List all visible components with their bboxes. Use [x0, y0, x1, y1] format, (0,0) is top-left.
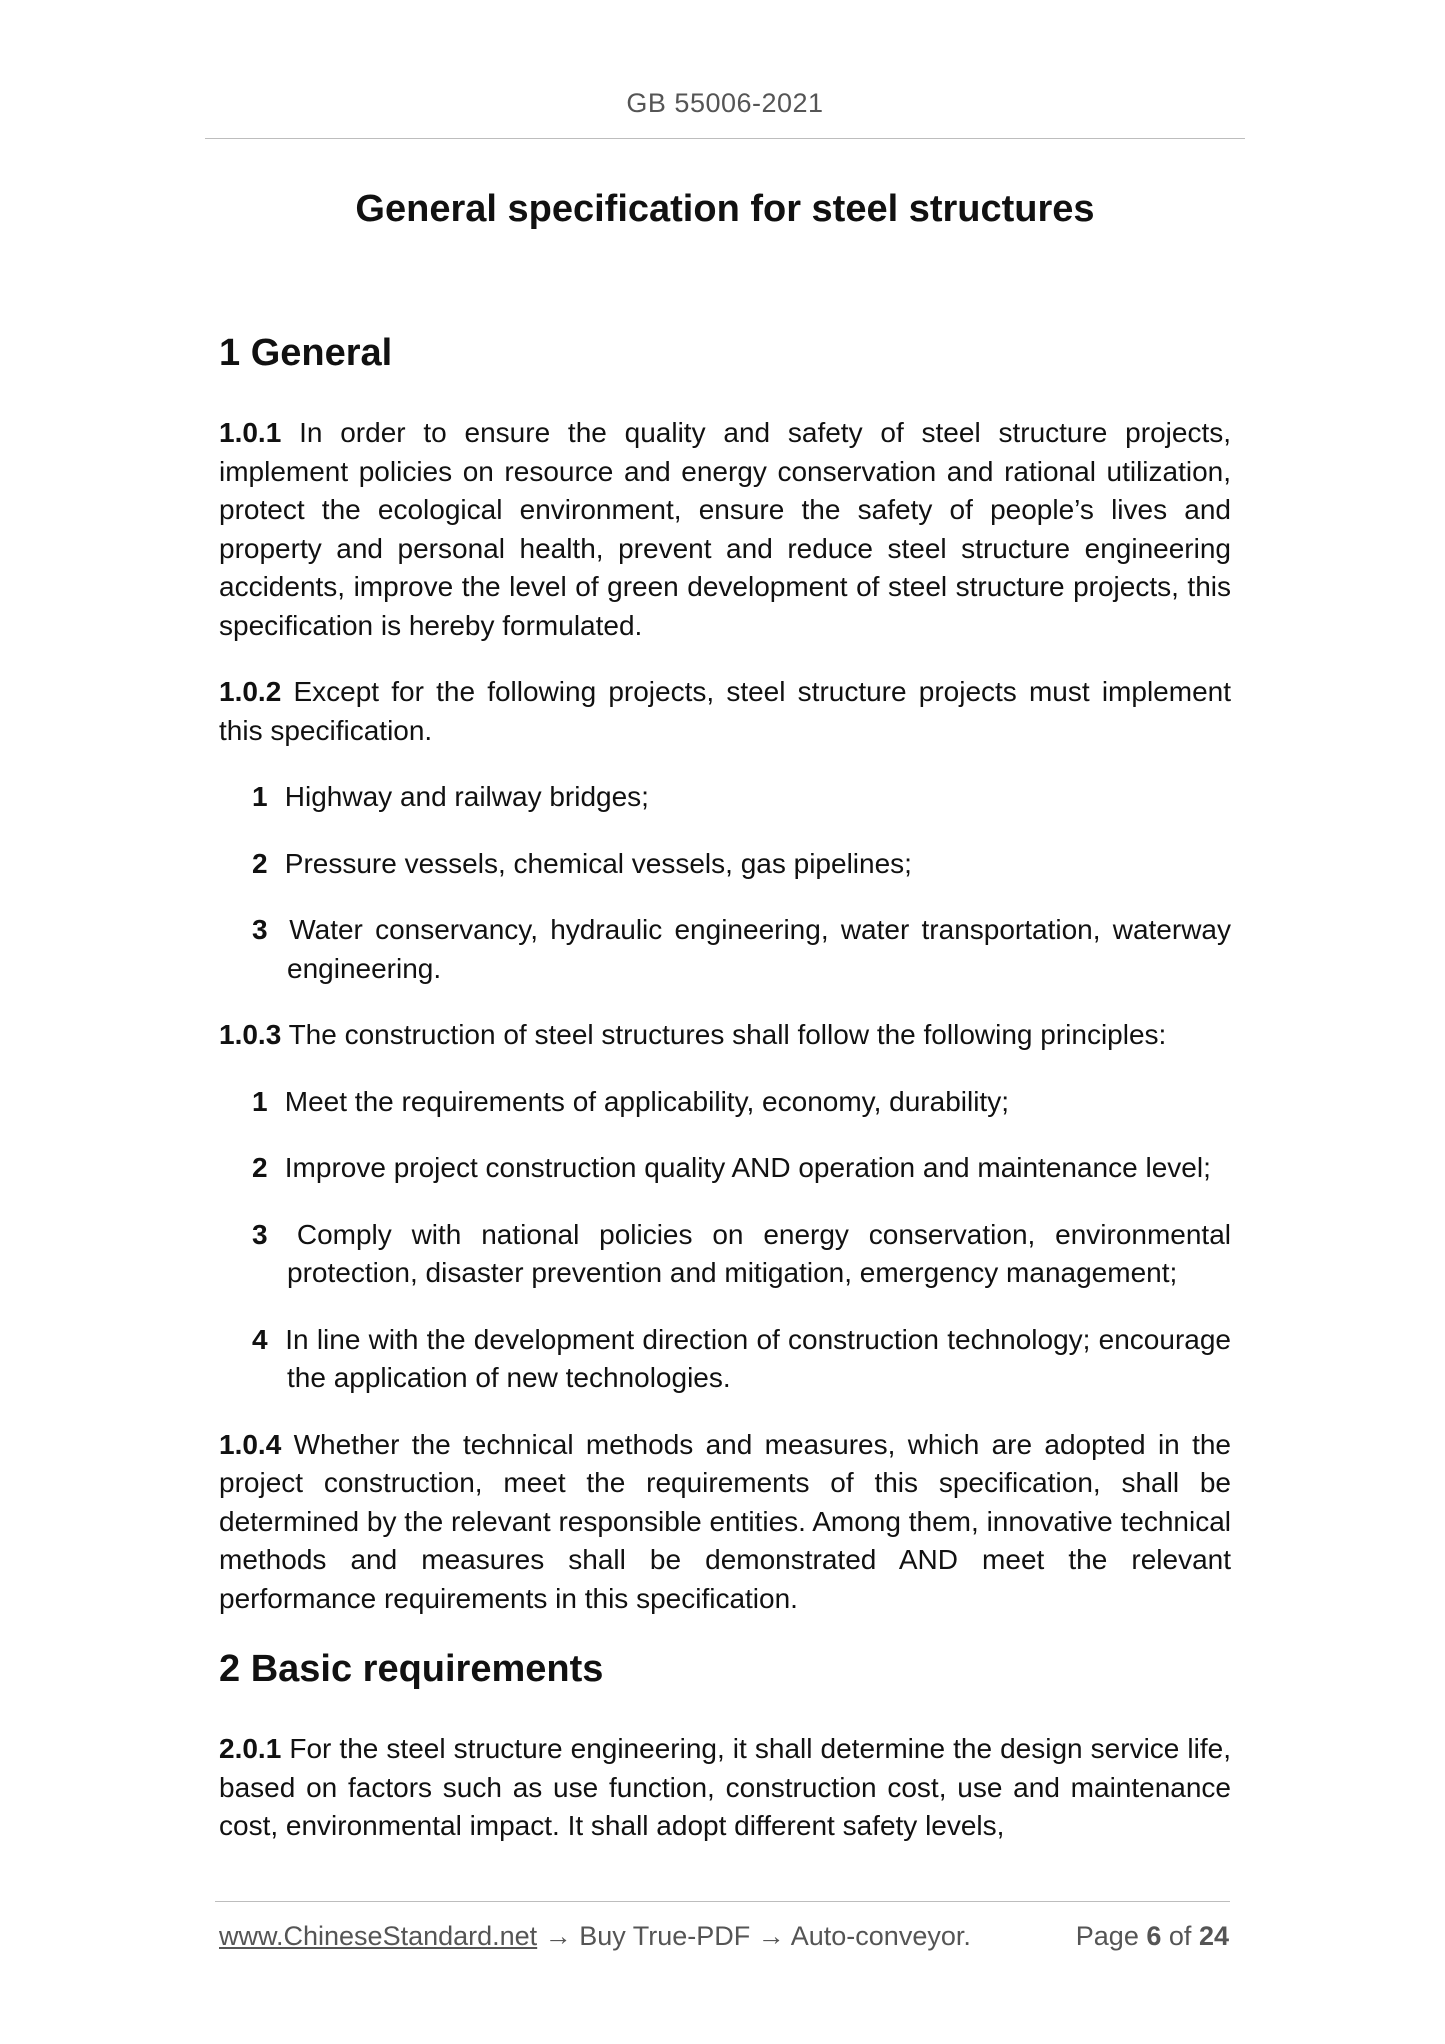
clause-number: 1.0.4 [219, 1428, 282, 1460]
document-title: General specification for steel structures [355, 188, 1095, 230]
clause-text: Whether the technical methods and measures, which are adopted in the project construction, meet the requirements of this specification, shall be determined by the relevant responsible entities. Among them, innovative technical methods and measures shall be demonstrated AND meet the relevant performance requirements in this specification. [219, 1428, 1232, 1614]
section-heading-basic-requirements: 2 Basic requirements [219, 1648, 604, 1690]
clause-1-0-4 [219, 1426, 1231, 1619]
clause-1-0-2 [219, 673, 1231, 750]
website-link[interactable]: www.ChineseStandard.net [219, 1921, 538, 1951]
item-text: Pressure vessels, chemical vessels, gas pipelines; [284, 847, 912, 879]
list-item [252, 1149, 1231, 1188]
clause-2-0-1 [219, 1730, 1231, 1846]
item-number: 3 [252, 1218, 268, 1250]
list-item [252, 1321, 1231, 1398]
list-item [252, 1083, 1231, 1122]
clause-text: For the steel structure engineering, it shall determine the design service life, based on factors such as use function, construction cost, use and maintenance cost, environmental impact. It shall adopt different safety levels, [219, 1733, 1232, 1841]
item-number: 3 [252, 914, 268, 945]
item-number: 1 [252, 781, 268, 812]
item-text: Comply with national policies on energy conservation, environmental protection, disaster prevention and mitigation, emergency management; [287, 1218, 1232, 1288]
list-item [252, 911, 1231, 988]
list-item [252, 1216, 1231, 1293]
current-page-number: 6 [1146, 1921, 1162, 1951]
page-indicator [1076, 1918, 1229, 1954]
list-item [252, 778, 1231, 817]
footer-divider [215, 1901, 1230, 1902]
clause-number: 1.0.1 [219, 417, 282, 448]
clause-1-0-3 [219, 1016, 1231, 1055]
document-body [219, 330, 1231, 1874]
item-text: Improve project construction quality AND operation and maintenance level; [284, 1152, 1211, 1183]
page-label: Page [1075, 1921, 1139, 1951]
clause-1-0-1 [219, 414, 1231, 645]
total-page-count: 24 [1198, 1921, 1229, 1951]
item-text: Meet the requirements of applicability, economy, durability; [284, 1085, 1009, 1117]
footer-links [219, 1918, 971, 1954]
item-text: Highway and railway bridges; [284, 781, 649, 812]
clause-text: The construction of steel structures shall follow the following principles: [288, 1019, 1167, 1050]
list-item [252, 845, 1231, 884]
page-of-label: of [1168, 1921, 1192, 1951]
item-number: 2 [252, 1152, 268, 1183]
item-number: 1 [252, 1085, 268, 1117]
clause-number: 2.0.1 [219, 1733, 282, 1764]
footer-trail-text: → Buy True-PDF → Auto-conveyor. [537, 1921, 971, 1951]
item-number: 2 [252, 847, 268, 879]
clause-text: Except for the following projects, steel structure projects must implement this specification. [219, 676, 1231, 746]
clause-text: In order to ensure the quality and safety of steel structure projects, implement policies on resource and energy conservation and rational utilization, protect the ecological environment, ensure the safety of people’s lives and property and personal health, prevent and reduce steel structure engineering accidents, improve the level of green development of steel structure projects, this specification is hereby formulated. [219, 417, 1231, 641]
item-number: 4 [252, 1323, 268, 1355]
section-heading-general: 1 General [219, 332, 393, 374]
item-text: In line with the development direction of construction technology; encourage the application of new technologies. [285, 1323, 1231, 1393]
clause-number: 1.0.2 [219, 676, 282, 707]
item-text: Water conservancy, hydraulic engineering, water transportation, waterway engineering. [287, 914, 1231, 984]
document-number-header: GB 55006-2021 [626, 88, 824, 118]
clause-number: 1.0.3 [219, 1019, 282, 1050]
header-divider [205, 138, 1245, 139]
